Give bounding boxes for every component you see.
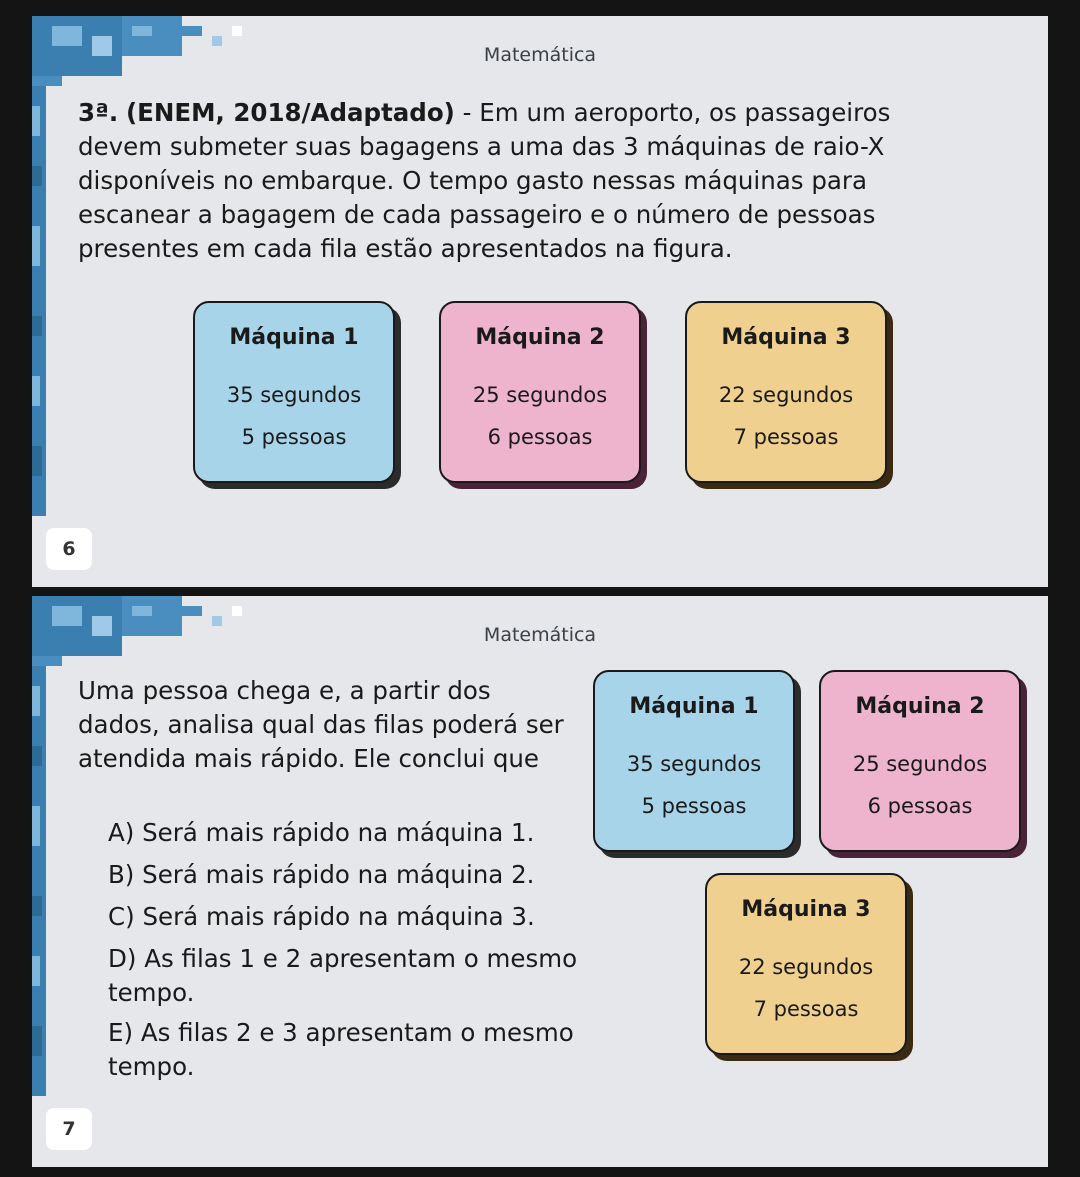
subject-title: Matemática [483, 44, 597, 66]
machine-time: 22 segundos [718, 383, 854, 407]
question-body: - Em um aeroporto, os passageiros devem submeter suas bagagens a uma das 3 máquinas de raio-X disponíveis no embarque. O tempo gasto nessas máquinas para escanear a bagagem de cada passageiro e o número de pessoas presentes em cada fila estão apresentados na figura. [78, 98, 891, 263]
machine-title: Máquina 2 [475, 325, 605, 350]
machine-time: 22 segundos [738, 955, 874, 979]
intro-text: Uma pessoa chega e, a partir dos dados, analisa qual das filas poderá ser atendida mais rápido. Ele conclui que [78, 676, 564, 773]
page-number: 6 [46, 528, 92, 570]
machine-2-card [819, 670, 1021, 852]
subject-title: Matemática [483, 624, 597, 646]
machine-1-card [593, 670, 795, 852]
machine-2-card [439, 301, 641, 483]
machine-people: 6 pessoas [487, 425, 593, 449]
machine-time: 35 segundos [226, 383, 362, 407]
machine-time: 25 segundos [472, 383, 608, 407]
machine-title: Máquina 1 [229, 325, 359, 350]
machine-title: Máquina 2 [855, 694, 985, 719]
option-c: C) Será mais rápido na máquina 3. [108, 902, 535, 931]
machine-3-card [705, 873, 907, 1055]
machine-people: 5 pessoas [641, 794, 747, 818]
machine-people: 6 pessoas [867, 794, 973, 818]
slide-7 [32, 596, 1048, 1167]
machine-3-card [685, 301, 887, 483]
machine-time: 25 segundos [852, 752, 988, 776]
question-source: (ENEM, 2018/Adaptado) [125, 98, 455, 127]
machine-people: 5 pessoas [241, 425, 347, 449]
machine-title: Máquina 3 [741, 897, 871, 922]
option-b: B) Será mais rápido na máquina 2. [108, 860, 535, 889]
machine-title: Máquina 1 [629, 694, 759, 719]
question-text [78, 96, 968, 266]
machine-title: Máquina 3 [721, 325, 851, 350]
question-number: 3ª. [78, 98, 119, 127]
option-e: E) As filas 2 e 3 apresentam o mesmo tempo. [108, 1018, 574, 1081]
slide-6 [32, 16, 1048, 587]
machine-people: 7 pessoas [733, 425, 839, 449]
option-a: A) Será mais rápido na máquina 1. [108, 818, 535, 847]
machine-people: 7 pessoas [753, 997, 859, 1021]
option-d: D) As filas 1 e 2 apresentam o mesmo tempo. [108, 944, 578, 1007]
machine-1-card [193, 301, 395, 483]
page-number: 7 [46, 1108, 92, 1150]
machine-time: 35 segundos [626, 752, 762, 776]
